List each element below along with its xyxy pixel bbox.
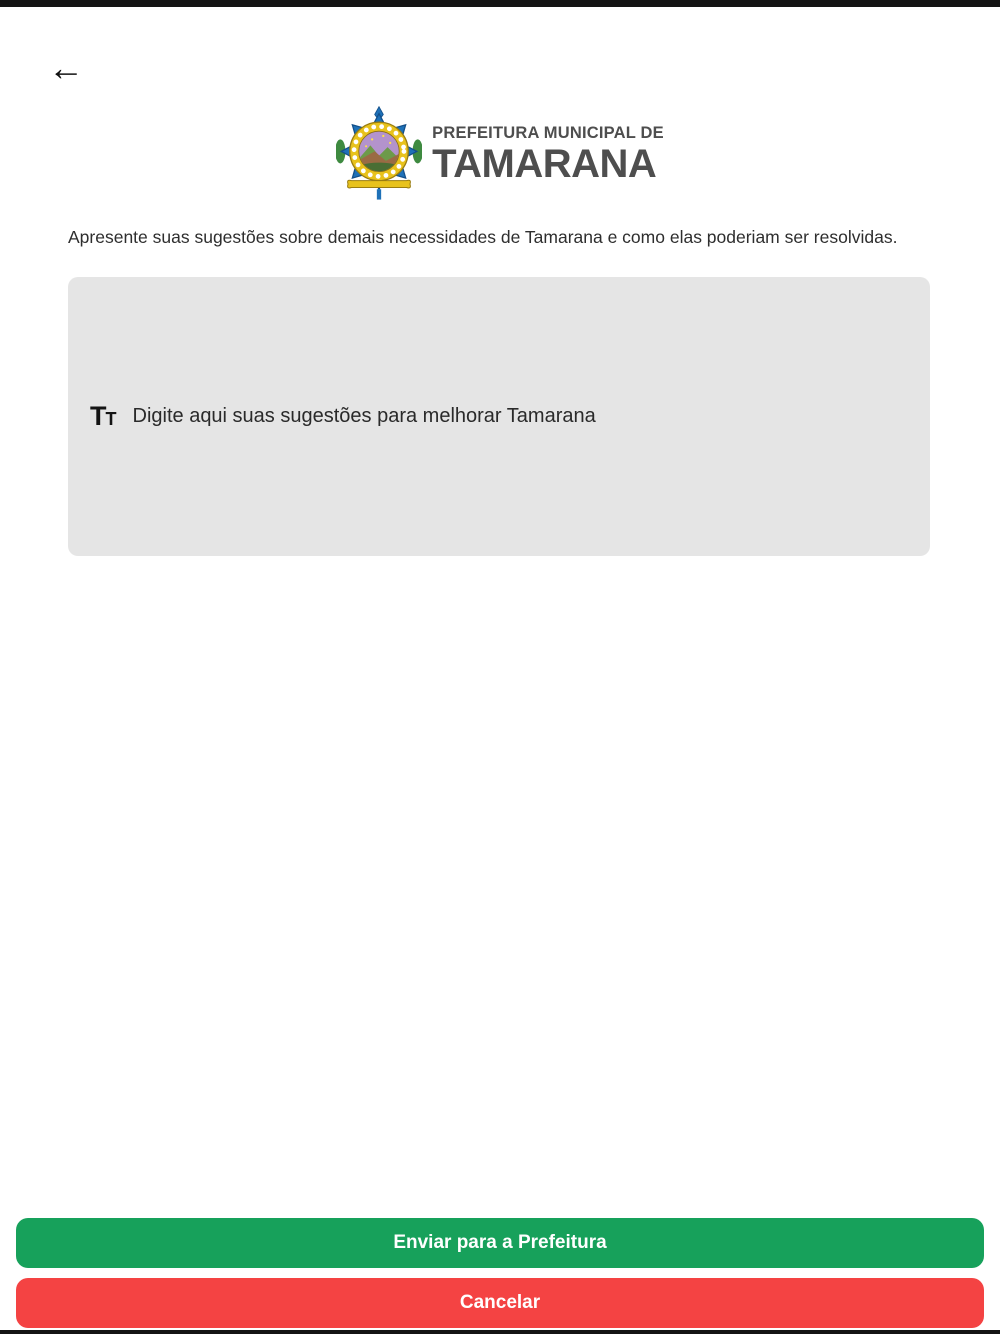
status-bar-top <box>0 0 1000 7</box>
text-format-icon: T T <box>90 401 117 431</box>
suggestions-textarea[interactable] <box>68 277 930 556</box>
logo-title: TAMARANA <box>432 142 657 187</box>
textarea-placeholder: Digite aqui suas sugestões para melhorar Tamarana <box>132 405 596 427</box>
logo-subtitle: PREFEITURA MUNICIPAL DE <box>432 123 664 142</box>
status-bar-bottom <box>0 1330 1000 1334</box>
submit-button[interactable]: Enviar para a Prefeitura <box>16 1218 984 1268</box>
cancel-button[interactable]: Cancelar <box>16 1278 984 1328</box>
instruction-text: Apresente suas sugestões sobre demais necessidades de Tamarana e como elas poderiam ser resolvidas. <box>68 227 898 247</box>
back-button[interactable]: ← <box>48 47 84 88</box>
coat-of-arms-icon <box>336 106 422 202</box>
municipality-name <box>432 123 664 187</box>
municipality-logo <box>0 106 1000 202</box>
